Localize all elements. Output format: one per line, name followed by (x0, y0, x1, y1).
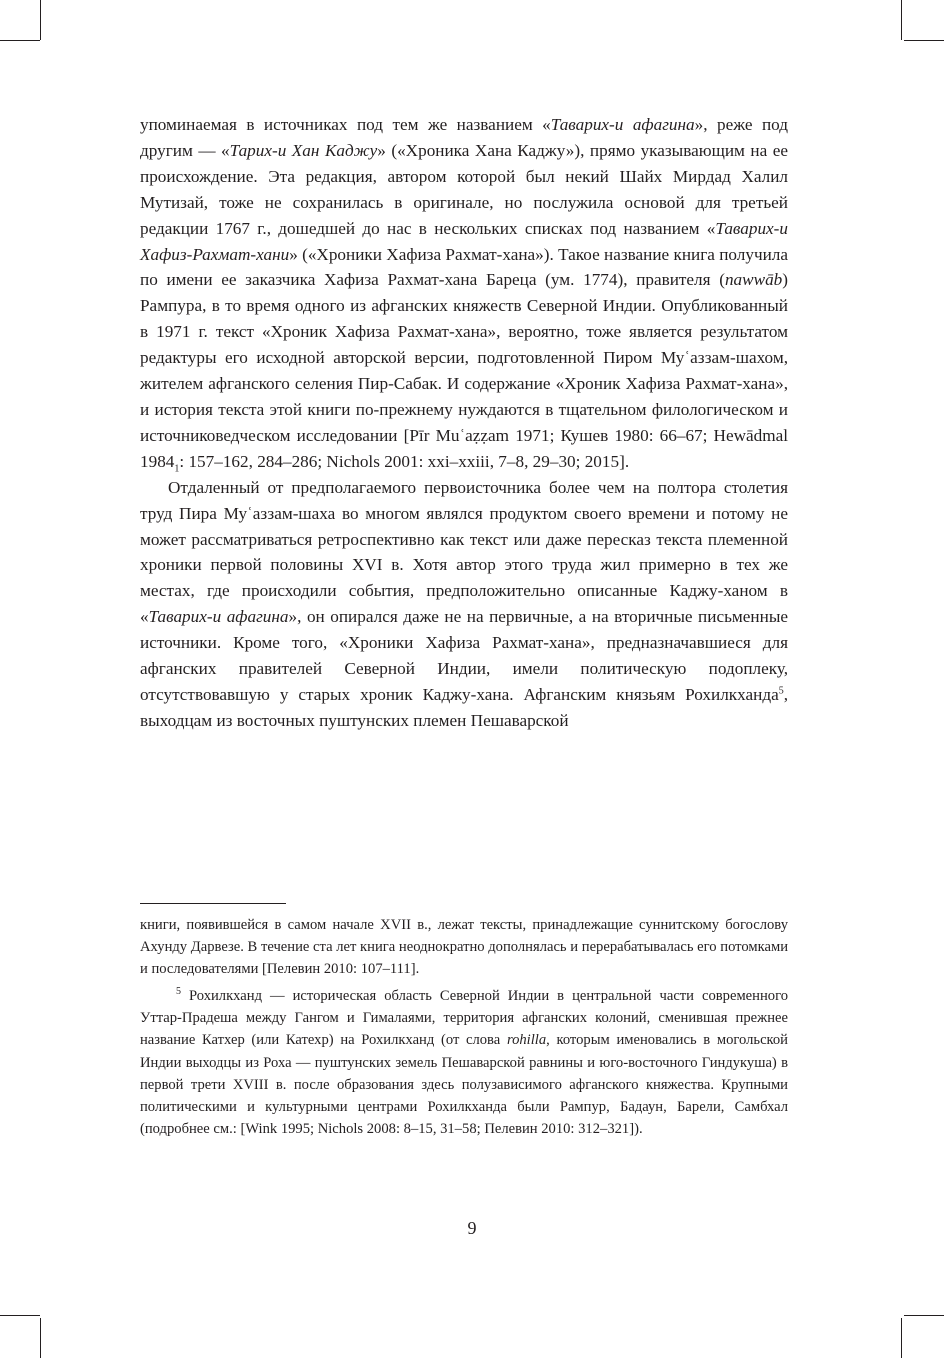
footnote-5: $^5$ Рохилкханд — историческая область Северной Индии в центральной части современного Уттар-Прадеша между Гангом и Гималаями, территория афганских колоний, сменившая прежнее название Катхер (или Катехр) на Рохилкханд (от слова rohilla, которым именовались в могольской Индии выходцы из Роха — пуштунских земель Пешаварской равнины и юго-восточного Гиндукуша) в первой трети XVIII в. после образования здесь полузависимого афганского княжества. Крупными политическими и культурными центрами Рохилкханда были Рампур, Бадаун, Барели, Самбхал (подробнее см.: [Wink 1995; Nichols 2008: 8–15, 31–58; Пелевин 2010: 312–321]). (140, 986, 788, 1137)
crop-mark (40, 1318, 41, 1358)
crop-mark (0, 40, 40, 41)
footnote-continued: книги, появившейся в самом начале XVII в., лежат тексты, принадлежащие суннитскому богослову Ахунду Дарвезе. В течение ста лет книга неоднократно дополнялась и перерабатывалась его потомками и последователями [Пелевин 2010: 107–111]. (140, 917, 788, 978)
footnote-separator (140, 903, 286, 904)
footnotes (140, 914, 788, 1140)
crop-mark (40, 0, 41, 40)
main-text (140, 112, 788, 734)
crop-mark (901, 0, 902, 40)
paragraph-1: упоминаемая в источниках под тем же названием «Таварих-и афагина», реже под другим — «Тарих-и Хан Каджу» («Хроника Хана Каджу»), прямо указывающим на ее происхождение. Эта редакция, автором которой был некий Шайх Мирдад Халил Мутизай, тоже не сохранилась в оригинале, но послужила основой для третьей редакции 1767 г., дошедшей до нас в нескольких списках под названием «Таварих-и Хафиз-Рахмат-хани» («Хроники Хафиза Рахмат-хана»). Такое название книга получила по имени ее заказчика Хафиза Рахмат-хана Бареца (ум. 1774), правителя (nawwāb) Рампура, в то время одного из афганских княжеств Северной Индии. Опубликованный в 1971 г. текст «Хроник Хафиза Рахмат-хана», вероятно, тоже является результатом редактуры его исходной авторской версии, подготовленной Пиром Муʿаззам-шахом, жителем афганского селения Пир-Сабак. И содержание «Хроник Хафиза Рахмат-хана», и история текста этой книги по-прежнему нуждаются в тщательном филологическом и источниковедческом исследовании [Pīr Muʿaẓẓam 1971; Кушев 1980: 66–67; Hewādmal $1984_1$: 157–162, 284–286; Nichols 2001: xxi–xxiii, 7–8, 29–30; 2015]. (140, 115, 788, 475)
crop-mark (904, 40, 944, 41)
paragraph-2: Отдаленный от предполагаемого первоисточника более чем на полтора столетия труд Пира Муʿаззам-шаха во многом являлся продуктом своего времени и потому не может рассматриваться ретроспективно как текст или даже пересказ текста племенной хроники первой половины XVI в. Хотя автор этого труда жил примерно в тех же местах, где происходили события, предположительно описанные Каджу-ханом в «Таварих-и афагина», он опирался даже не на первичные, а на вторичные письменные источники. Кроме того, «Хроники Хафиза Рахмат-хана», предназначавшиеся для афганских правителей Северной Индии, имели политическую подоплеку, отсутствовавшую у старых хроник Каджу-хана. Афганским князьям Рохилкханда$^5$, выходцам из восточных пуштунских племен Пешаварской (140, 477, 788, 730)
crop-mark (904, 1315, 944, 1316)
page-number: 9 (467, 1218, 477, 1238)
footnote-ref-5[interactable]: 5 (778, 685, 784, 697)
crop-mark (901, 1318, 902, 1358)
footnote-number: 5 (176, 986, 181, 998)
crop-mark (0, 1315, 40, 1316)
